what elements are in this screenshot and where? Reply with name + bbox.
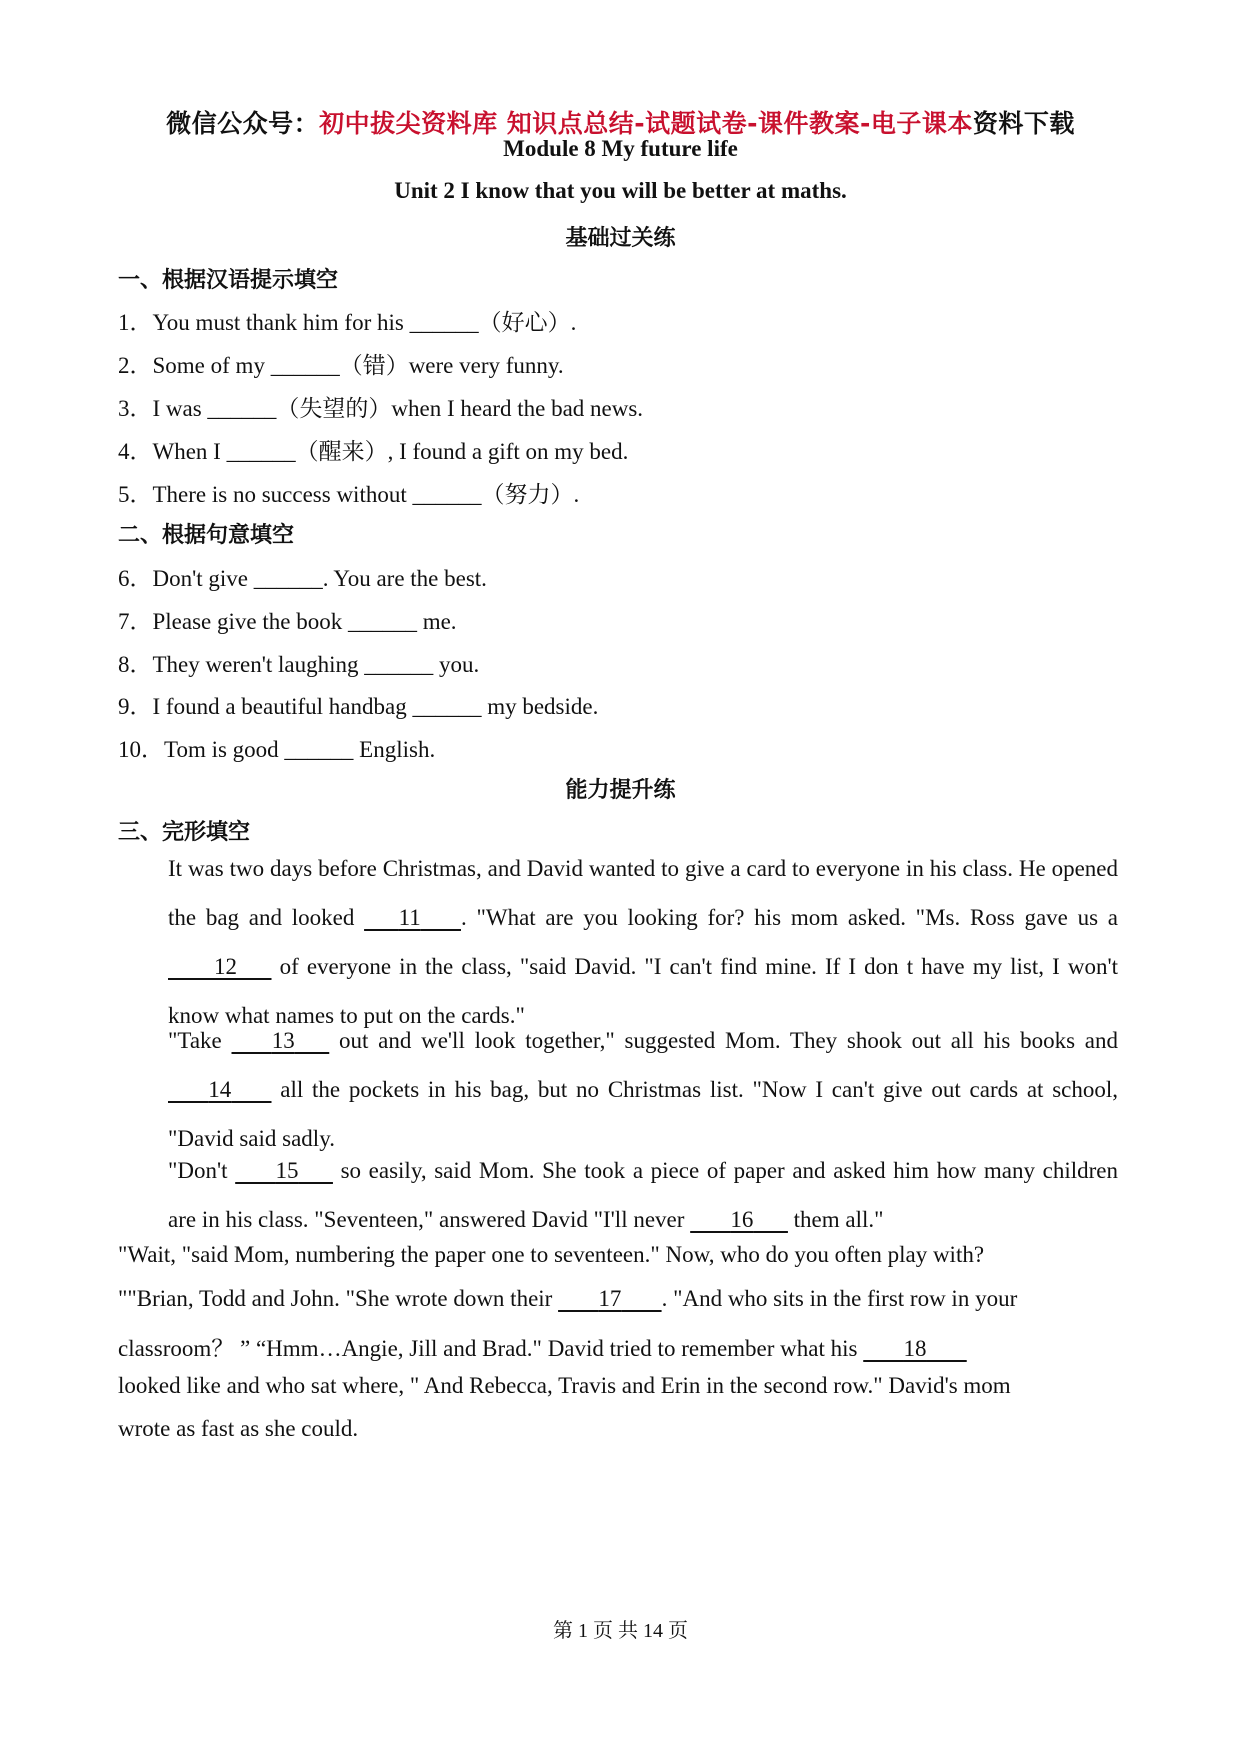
cloze-paragraph-3: "Don't 15 so easily, said Mom. She took a piece of paper and asked him how many children are in his class. "Seventeen," answered David "I'll never 16 them all." <box>118 1146 1118 1244</box>
cloze-blank-11: 11 <box>398 905 421 930</box>
question-4: 4．When I ______（醒来）, I found a gift on my bed. <box>118 439 629 464</box>
question-7: 7．Please give the book ______ me. <box>118 609 457 634</box>
page-footer: 第 1 页 共 14 页 <box>553 1620 688 1642</box>
question-10: 10．Tom is good ______ English. <box>118 737 436 762</box>
banner-prefix: 微信公众号： <box>166 109 320 138</box>
unit-title: Unit 2 I know that you will be better at maths. <box>394 178 847 203</box>
question-6: 6．Don't give ______. You are the best. <box>118 566 487 591</box>
cloze-blank-16: 16 <box>730 1207 754 1232</box>
cloze-blank-18: 18 <box>903 1336 927 1361</box>
cloze-paragraph-1: It was two days before Christmas, and David wanted to give a card to everyone in his class. He opened the bag and looked 11 . "What are you looking for? his mom asked. "Ms. Ross gave us a 12 of everyone in the class, "said David. "I can't find mine. If I don t have my list, I won't know what names to put on the cards." <box>168 856 1118 1028</box>
question-3: 3．I was ______（失望的）when I heard the bad news. <box>118 396 644 421</box>
section1-heading: 一、根据汉语提示填空 <box>118 268 339 293</box>
cloze-line-8: wrote as fast as she could. <box>118 1416 359 1441</box>
question-5: 5．There is no success without ______（努力）. <box>118 482 580 507</box>
cloze-paragraph-2: "Take 13 out and we'll look together," suggested Mom. They shook out all his books and 14 all the pockets in his bag, but no Christmas list. "Now I can't give out cards at school, "David said sadly. <box>118 1016 1118 1163</box>
wechat-banner <box>0 104 1241 140</box>
advanced-practice-heading: 能力提升练 <box>565 778 676 803</box>
banner-red-text: 初中拔尖资料库 知识点总结-试题试卷-课件教案-电子课本 <box>319 109 973 138</box>
cloze-line-5: ""Brian, Todd and John. "She wrote down their 17 . "And who sits in the first row in your <box>118 1286 1018 1311</box>
cloze-line-6: classroom？ ” “Hmm…Angie, Jill and Brad." David tried to remember what his 18 <box>118 1330 967 1363</box>
question-2: 2．Some of my ______（错）were very funny. <box>118 353 564 378</box>
cloze-blank-14: 14 <box>208 1077 232 1102</box>
question-1: 1．You must thank him for his ______（好心）. <box>118 310 577 335</box>
cloze-blank-13: 13 <box>271 1028 295 1053</box>
section3-heading: 三、完形填空 <box>118 820 251 845</box>
basic-practice-heading: 基础过关练 <box>565 226 676 251</box>
section2-heading: 二、根据句意填空 <box>118 523 295 548</box>
question-9: 9．I found a beautiful handbag ______ my bedside. <box>118 694 599 719</box>
question-8: 8．They weren't laughing ______ you. <box>118 652 480 677</box>
cloze-blank-12: 12 <box>214 954 237 979</box>
cloze-line-4: "Wait, "said Mom, numbering the paper one to seventeen." Now, who do you often play with? <box>118 1242 985 1267</box>
cloze-blank-17: 17 <box>598 1286 622 1311</box>
banner-suffix: 资料下载 <box>972 109 1075 138</box>
cloze-blank-15: 15 <box>275 1158 299 1183</box>
module-title: Module 8 My future life <box>503 136 738 161</box>
cloze-line-7: looked like and who sat where, " And Rebecca, Travis and Erin in the second row." David's mom <box>118 1373 1011 1398</box>
